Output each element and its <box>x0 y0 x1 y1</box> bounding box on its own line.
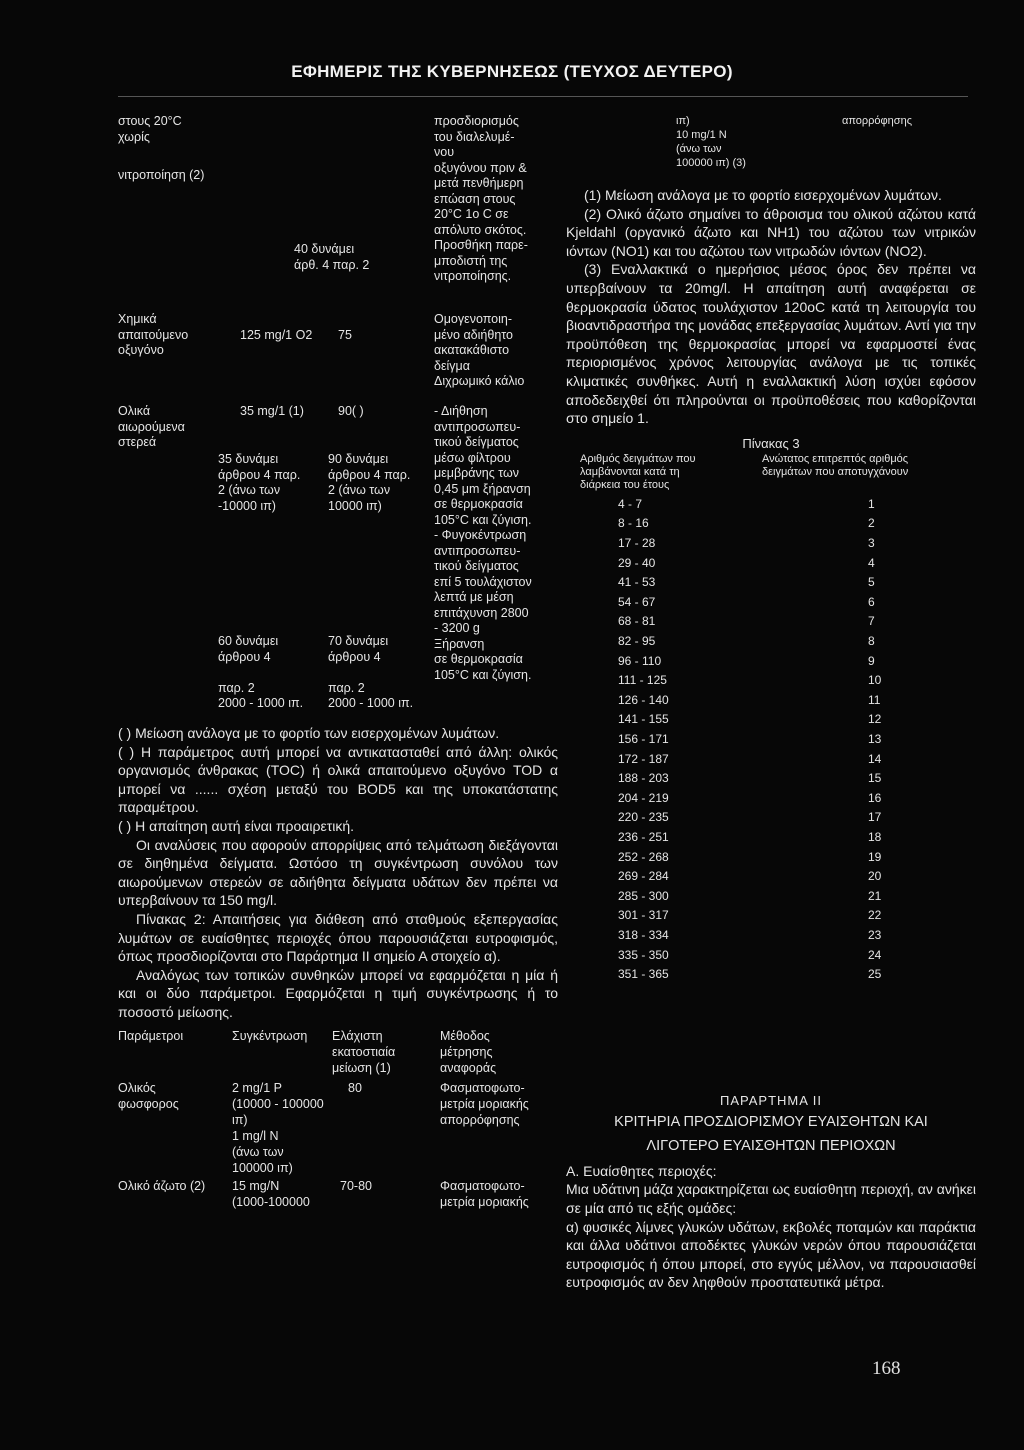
annex-title-line-2: ΛΙΓΟΤΕΡΟ ΕΥΑΙΣΘΗΤΩΝ ΠΕΡΙΟΧΩΝ <box>646 1137 896 1154</box>
right-footnote: (1) Μείωση ανάλογα με το φορτίο εισερχομένων λυμάτων. <box>584 187 942 203</box>
table-row <box>566 908 976 926</box>
max-failures: 19 <box>868 849 882 864</box>
table-1-cell: 60 δυνάμει άρθρου 4 παρ. 2 2000 - 1000 ιπ. <box>218 634 304 710</box>
table-row <box>566 556 976 574</box>
max-failures: 12 <box>868 712 882 727</box>
samples-range: 17 - 28 <box>618 535 656 550</box>
table-row <box>566 732 976 750</box>
max-failures: 11 <box>868 692 881 707</box>
max-failures: 16 <box>868 790 882 805</box>
samples-range: 156 - 171 <box>618 731 669 746</box>
header-rule <box>118 96 968 97</box>
max-failures: 5 <box>868 575 875 590</box>
max-failures: 2 <box>868 516 875 531</box>
table-row <box>566 497 976 515</box>
table-1-cell: 75 <box>338 328 352 342</box>
samples-range: 111 - 125 <box>618 673 667 688</box>
left-paragraph: ( ) Μείωση ανάλογα με το φορτίο των εισερχομένων λυμάτων. <box>118 725 500 741</box>
max-failures: 8 <box>868 633 875 648</box>
table-1-cell: στους 20°C χωρίς <box>118 114 182 144</box>
table-row <box>566 752 976 770</box>
table-2-cell: Φασματοφωτο- μετρία μοριακής <box>440 1178 529 1209</box>
annex-title-line-1: ΚΡΙΤΗΡΙΑ ΠΡΟΣΔΙΟΡΙΣΜΟΥ ΕΥΑΙΣΘΗΤΩΝ ΚΑΙ <box>614 1113 928 1130</box>
samples-range: 54 - 67 <box>618 594 656 609</box>
samples-range: 126 - 140 <box>618 692 669 707</box>
table-row <box>566 654 976 672</box>
table-row <box>566 830 976 848</box>
table-2-cell: Ολικό άζωτο (2) <box>118 1178 206 1193</box>
annex-item-a: α) φυσικές λίμνες γλυκών υδάτων, εκβολές ποταμών και παράκτια και άλλα υδάτινοι αποδέκτες γλυκών νερών όπου παρουσιάζεται ευτροφισμός ή όπου μπορεί, στο εγγύς μέλλον, να παρουσιασθεί ευτροφισμός αν δεν ληφθούν προστατευτικά μέτρα. <box>566 1218 976 1291</box>
table-row <box>566 693 976 711</box>
table-2-cell: Συγκέντρωση <box>232 1028 308 1043</box>
left-paragraphs <box>118 724 558 1022</box>
table-1-cell: Ολικά αιωρούμενα στερεά <box>118 404 185 449</box>
table-3-header-samples: Αριθμός δειγμάτων που λαμβάνονται κατά τη διάρκεια του έτους <box>580 452 696 491</box>
samples-range: 204 - 219 <box>618 790 669 805</box>
table-2 <box>118 1028 558 1228</box>
samples-range: 172 - 187 <box>618 751 669 766</box>
table-1-cell: 125 mg/1 O2 <box>240 328 313 342</box>
samples-range: 141 - 155 <box>618 712 669 727</box>
max-failures: 17 <box>868 810 882 825</box>
left-paragraph: ( ) Η απαίτηση αυτή είναι προαιρετική. <box>118 817 355 834</box>
samples-range: 41 - 53 <box>618 575 656 590</box>
table-1-cell: Χημικά απαιτούμενο οξυγόνο <box>118 312 189 357</box>
max-failures: 23 <box>868 927 882 942</box>
table-row <box>566 575 976 593</box>
table-row <box>566 771 976 789</box>
max-failures: 20 <box>868 869 882 884</box>
right-footnote: (3) Εναλλακτικά ο ημερήσιος μέσος όρος δεν πρέπει να υπερβαίνουν τα 20mg/l. Η απαίτηση αυτή αναφέρεται σε θερμοκρασία ύδατος τουλάχιστον 120oC κατά τη λειτουργία του βιοαντιδραστήρα της μονάδας επεξεργασίας λυμάτων. Αντί για την προϋπόθεση της θερμοκρασίας μπορεί να εφαρμοστεί ένας περιορισμένος χρόνος λειτουργίας ανάλογα με τις τοπικές κλιματικές συνθήκες. Αυτή η εναλλακτική λύση ισχύει εφόσον αποδεδειχθεί ότι πληρούνται οι προϋποθέσεις που καθορίζονται στο σημείο 1. <box>566 261 976 427</box>
table-2-cell: Ελάχιστη εκατοστιαία μείωση (1) <box>332 1028 396 1075</box>
annex-intro: Μια υδάτινη μάζα χαρακτηρίζεται ως ευαίσθητη περιοχή, αν ανήκει σε μία από τις εξής ομάδες: <box>566 1181 976 1216</box>
max-failures: 15 <box>868 771 882 786</box>
max-failures: 14 <box>868 751 882 766</box>
right-footnotes <box>566 186 976 428</box>
table-row <box>566 673 976 691</box>
table-row <box>566 948 976 966</box>
page-header: ΕΦΗΜΕΡΙΣ ΤΗΣ ΚΥΒΕΡΝΗΣΕΩΣ (ΤΕΥΧΟΣ ΔΕΥΤΕΡΟ) <box>291 62 733 81</box>
samples-range: 301 - 317 <box>618 908 669 923</box>
samples-range: 335 - 350 <box>618 947 669 962</box>
table-2-cell: 15 mg/N (1000-100000 <box>232 1178 310 1209</box>
left-paragraph: Αναλόγως των τοπικών συνθηκών μπορεί να εφαρμόζεται η μία ή και οι δύο παράμετροι. Εφαρμόζεται η τιμή συγκέντρωσης ή το ποσοστό μείωσης. <box>118 966 558 1020</box>
left-column <box>118 114 558 1228</box>
left-paragraph: Οι αναλύσεις που αφορούν απορρίψεις από τελμάτωση διεξάγονται σε διηθημένα δείγματα. Ωστόσο τη συγκέντρωση συνόλου των αιωρούμενων στερεών σε αδιήθητα δείγματα υδάτων δεν πρέπει να υπερβαίνουν τα 150 mg/l. <box>118 836 558 909</box>
max-failures: 22 <box>868 908 882 923</box>
table-2-cell: 2 mg/1 P (10000 - 100000 ιπ) 1 mg/l N (άνω των 100000 ιπ) <box>232 1080 324 1175</box>
right-table-continuation <box>566 114 976 186</box>
max-failures: 7 <box>868 614 875 629</box>
table-row <box>566 712 976 730</box>
table-1-cell: Ομογενοποιη- μένο αδιήθητο ακατακάθιστο δείγμα Διχρωμικό κάλιο <box>434 312 525 388</box>
max-failures: 18 <box>868 829 882 844</box>
table-row <box>566 967 976 985</box>
max-failures: 21 <box>868 888 882 903</box>
samples-range: 4 - 7 <box>618 496 643 511</box>
table-row <box>566 889 976 907</box>
samples-range: 318 - 334 <box>618 927 669 942</box>
table-2-cell: Παράμετροι <box>118 1028 184 1043</box>
max-failures: 25 <box>868 967 882 982</box>
max-failures: 24 <box>868 947 882 962</box>
table-2-cell: Μέθοδος μέτρησης αναφοράς <box>440 1028 497 1075</box>
table-1-cell: 40 δυνάμει άρθ. 4 παρ. 2 <box>294 242 370 272</box>
samples-range: 220 - 235 <box>618 810 669 825</box>
table-2-cell: 80 <box>348 1080 362 1095</box>
table-row <box>566 869 976 887</box>
table-2-cell: Φασματοφωτο- μετρία μοριακής απορρόφησης <box>440 1080 529 1127</box>
samples-range: 351 - 365 <box>618 967 669 982</box>
max-failures: 3 <box>868 535 875 550</box>
table-1-cell: 70 δυνάμει άρθρου 4 παρ. 2 2000 - 1000 ιπ. <box>328 634 414 710</box>
samples-range: 236 - 251 <box>618 829 669 844</box>
table-row <box>566 791 976 809</box>
annex-label: ΠΑΡΑΡΤΗΜΑ ΙΙ <box>719 1092 823 1108</box>
table-1-cell: προσδιορισμός του διαλελυμέ- νου οξυγόνου πριν & μετά πενθήμερη επώαση στους 20°C 1o C σε απόλυτο σκότος. Προσθήκη παρε- μποδιστή της νιτροποίησης. <box>434 114 528 283</box>
samples-range: 285 - 300 <box>618 888 669 903</box>
table-row <box>566 595 976 613</box>
table-row <box>566 614 976 632</box>
samples-range: 82 - 95 <box>618 633 656 648</box>
samples-range: 188 - 203 <box>618 771 669 786</box>
table-1-cell: 90( ) <box>338 404 364 418</box>
samples-range: 8 - 16 <box>618 516 649 531</box>
table-1 <box>118 114 558 724</box>
max-failures: 9 <box>868 653 875 668</box>
table-3-header-max-failures: Ανώτατος επιτρεπτός αριθμός δειγμάτων που αποτυγχάνουν <box>762 452 909 478</box>
samples-range: 252 - 268 <box>618 849 669 864</box>
samples-range: 29 - 40 <box>618 555 656 570</box>
table-row <box>566 928 976 946</box>
table-1-cell: 90 δυνάμει άρθρου 4 παρ. 2 (άνω των 10000 ιπ) <box>328 452 411 513</box>
table-row <box>566 634 976 652</box>
table-3 <box>566 453 976 1093</box>
annex-section-a: Α. Ευαίσθητες περιοχές: <box>566 1162 717 1179</box>
table-1-cell: - Διήθηση αντιπροσωπευ- τικού δείγματος μέσω φίλτρου μεμβράνης των 0,45 μm ξήρανση σε θερμοκρασία 105°C και ζύγιση. - Φυγοκέντρωση αντιπροσωπευ- τικού δείγματος επί 5 τουλάχιστον λεπτά με μέση επιτάχυνση 2800 - 3200 g Ξήρανση σε θερμοκρασία 105°C και ζύγιση. <box>434 404 532 682</box>
left-paragraph: ( ) Η παράμετρος αυτή μπορεί να αντικατασταθεί από άλλη: ολικός οργανισμός άνθρακας (TOC) ή ολικά απαιτούμενο οξυγόνο TOD α μπορεί να ...... σχέση μεταξύ του BOD5 και της υποκατάστατης παραμέτρου. <box>118 743 558 816</box>
max-failures: 10 <box>868 673 882 688</box>
max-failures: 13 <box>868 731 882 746</box>
max-failures: 1 <box>868 496 875 511</box>
table-row <box>566 850 976 868</box>
samples-range: 269 - 284 <box>618 869 669 884</box>
samples-range: 68 - 81 <box>618 614 656 629</box>
page-number: 168 <box>872 1358 901 1379</box>
right-column <box>566 114 976 1292</box>
max-failures: 4 <box>868 555 875 570</box>
right-continuation-values: ιπ) 10 mg/1 N (άνω των 100000 ιπ) (3) <box>676 115 746 169</box>
right-continuation-method: απορρόφησης <box>842 115 913 127</box>
right-footnote: (2) Ολικό άζωτο σημαίνει το άθροισμα του ολικού αζώτου κατά Kjeldahl (οργανικό άζωτο και NH1) του αζώτου των νιτρικών ιόντων (NO1) και του αζώτου των νιτρωδών ιόντων (NO2). <box>566 205 976 259</box>
table-2-cell: Ολικός φωσφορος <box>118 1080 179 1111</box>
table-2-cell: 70-80 <box>340 1178 372 1193</box>
samples-range: 96 - 110 <box>618 653 662 668</box>
table-row <box>566 810 976 828</box>
max-failures: 6 <box>868 594 875 609</box>
left-paragraph: Πίνακας 2: Απαιτήσεις για διάθεση από σταθμούς εξεπεργασίας λυμάτων σε ευαίσθητες περιοχές όπου παρουσιάζεται ευτροφισμός, όπως προσδιορίζονται στο Παράρτημα II σημείο Α στοιχείο α). <box>118 910 558 965</box>
table-1-cell: 35 δυνάμει άρθρου 4 παρ. 2 (άνω των -10000 ιπ) <box>218 452 301 513</box>
table-1-cell: 35 mg/1 (1) <box>240 404 304 418</box>
table-row <box>566 536 976 554</box>
table-3-title: Πίνακας 3 <box>742 435 800 451</box>
table-1-cell: νιτροποίηση (2) <box>118 168 205 182</box>
table-row <box>566 516 976 534</box>
